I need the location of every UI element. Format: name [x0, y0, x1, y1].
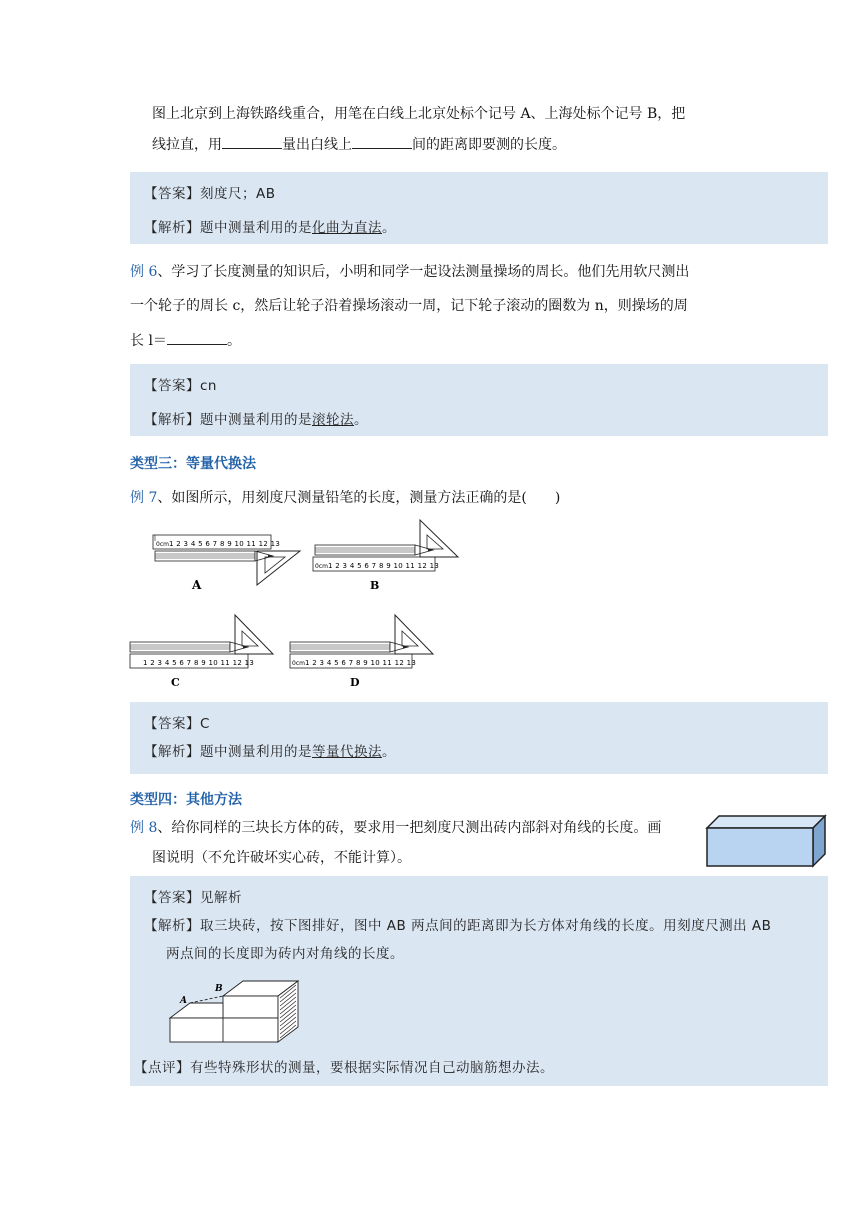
answer-text: 【答案】刻度尺；AB	[144, 186, 276, 202]
analysis-text: 两点间的长度即为砖内对角线的长度。	[166, 946, 404, 962]
answer-box	[130, 702, 828, 774]
example-6: 例 6、学习了长度测量的知识后，小明和同学一起设法测量操场的周长。他们先用软尺测出	[130, 264, 690, 280]
answer-box	[130, 172, 828, 244]
example-6-line3: 长 l＝ 。	[130, 330, 241, 351]
svg-text:0cm: 0cm	[315, 563, 328, 570]
example-6-line2: 一个轮子的周长 c，然后让轮子沿着操场滚动一周，记下轮子滚动的圈数为 n，则操场的周	[130, 298, 688, 314]
analysis-text: 【解析】题中测量利用的是等量代换法。	[144, 744, 396, 760]
option-label: C	[171, 676, 180, 689]
section-heading: 类型三：等量代换法	[130, 456, 256, 472]
example-8: 例 8、给你同样的三块长方体的砖，要求用一把刻度尺测出砖内部斜对角线的长度。画	[130, 820, 662, 836]
point-a-label: A	[180, 996, 187, 1006]
option-d-figure	[290, 615, 433, 668]
point-b-label: B	[215, 984, 223, 994]
example-7: 例 7、如图所示，用刻度尺测量铅笔的长度，测量方法正确的是( )	[130, 490, 561, 506]
answer-blank	[167, 330, 227, 345]
answer-text: 【答案】C	[144, 716, 210, 732]
svg-text:1 2 3 4 5 6 7 8 9 10 11 12 13: 1 2 3 4 5 6 7 8 9 10 11 12 13	[143, 659, 255, 667]
option-label: D	[350, 676, 360, 689]
question-line: 图上北京到上海铁路线重合，用笔在白线上北京处标个记号 A、上海处标个记号 B，把	[152, 106, 686, 122]
analysis-text: 【解析】题中测量利用的是化曲为直法。	[144, 220, 396, 236]
svg-text:1 2 3 4 5 6 7 8 9 10 11 12 13: 1 2 3 4 5 6 7 8 9 10 11 12 13	[328, 562, 440, 570]
option-a-figure	[153, 535, 300, 585]
ruler-tick-labels: 1 2 3 4 5 6 7 8 9 10 11 12 13	[169, 540, 281, 548]
option-label: B	[370, 579, 380, 592]
svg-text:0cm: 0cm	[292, 660, 305, 667]
answer-box	[130, 364, 828, 436]
answer-text: 【答案】见解析	[144, 890, 242, 906]
ruler-figure	[125, 515, 475, 690]
answer-box	[130, 876, 828, 1086]
analysis-text: 【解析】题中测量利用的是滚轮法。	[144, 412, 368, 428]
brick-arrangement-figure	[168, 976, 308, 1048]
ruler-unit: 0cm	[156, 541, 169, 548]
example-8-line2: 图说明（不允许破坏实心砖，不能计算）。	[152, 850, 411, 866]
svg-text:1 2 3 4 5 6 7 8 9 10 11 12 13: 1 2 3 4 5 6 7 8 9 10 11 12 13	[305, 659, 417, 667]
section-heading: 类型四：其他方法	[130, 792, 242, 808]
brick-figure	[705, 812, 830, 870]
question-line: 线拉直，用 量出白线上 间的距离即要测的长度。	[152, 134, 566, 155]
option-c-figure	[130, 615, 273, 668]
answer-blank	[352, 134, 412, 149]
option-label: A	[192, 578, 202, 592]
analysis-text: 【解析】取三块砖，按下图排好，图中 AB 两点间的距离即为长方体对角线的长度。用刻度尺测出 AB	[144, 918, 772, 934]
comment-text: 【点评】有些特殊形状的测量，要根据实际情况自己动脑筋想办法。	[134, 1060, 554, 1076]
answer-blank	[222, 134, 282, 149]
answer-text: 【答案】cn	[144, 378, 217, 394]
option-b-figure	[313, 520, 458, 571]
